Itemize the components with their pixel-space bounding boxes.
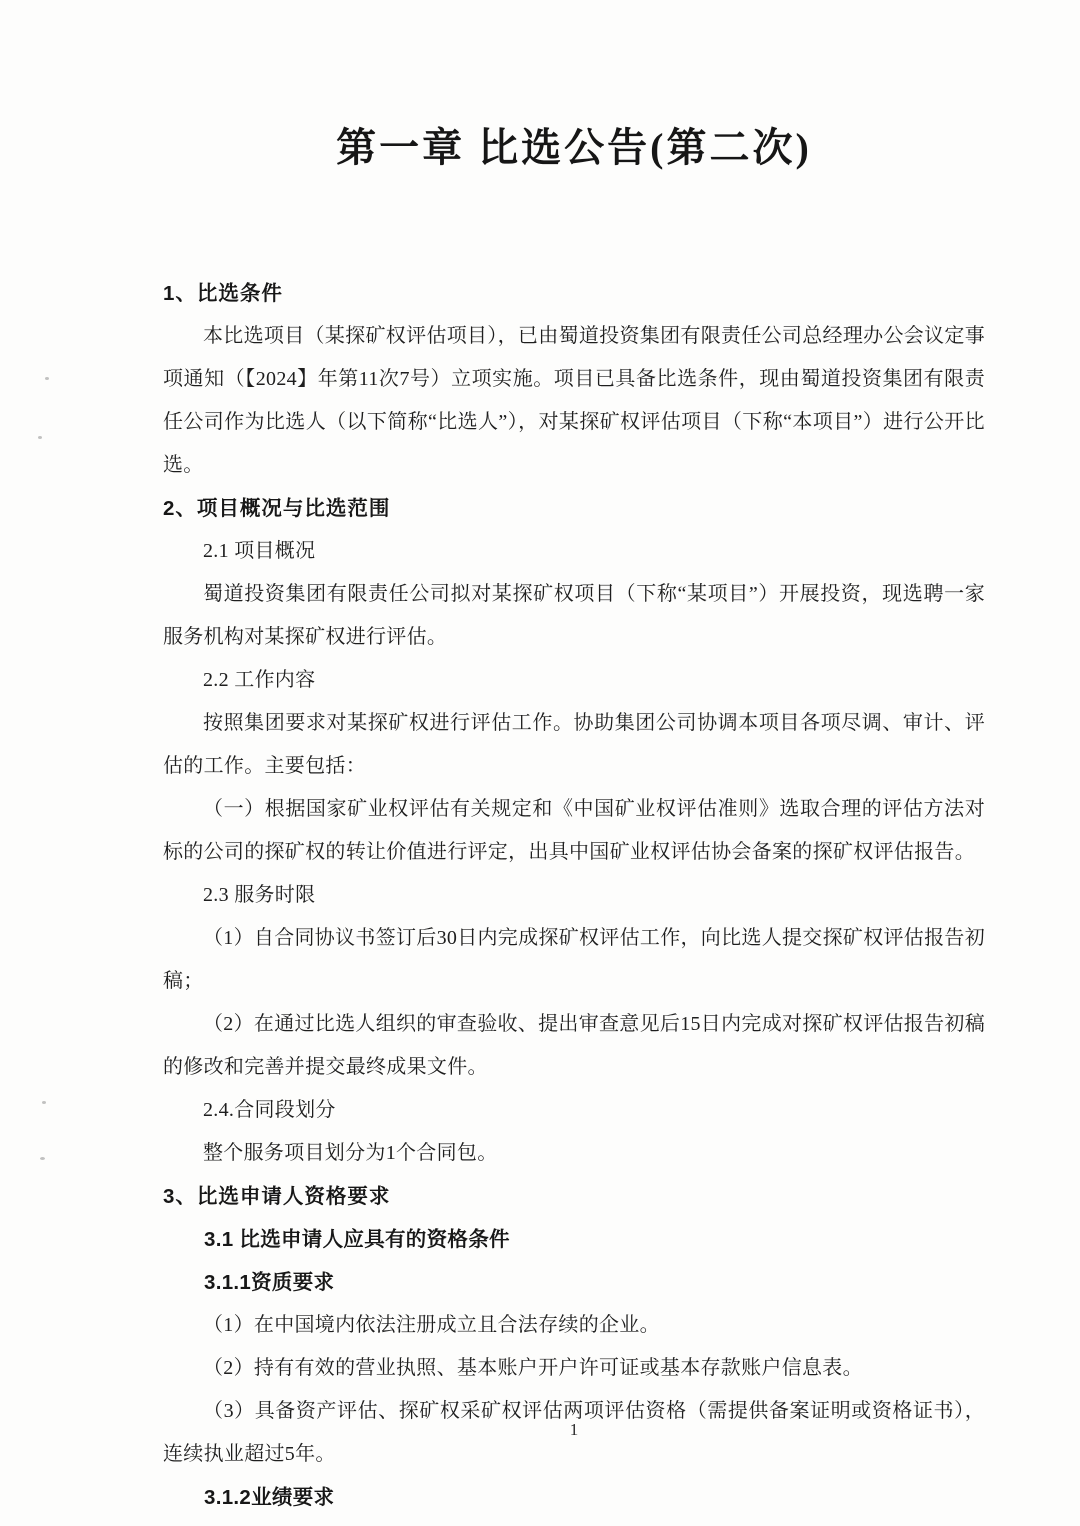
page-number: 1 [569, 1420, 579, 1439]
paragraph: （一）根据国家矿业权评估有关规定和《中国矿业权评估准则》选取合理的评估方法对标的公司的探矿权的转让价值进行评定，出具中国矿业权评估协会备案的探矿权评估报告。 [163, 798, 985, 863]
paragraph: 整个服务项目划分为1个合同包。 [203, 1142, 498, 1164]
subsection-heading-bold: 3.1 比选申请人应具有的资格条件 [204, 1228, 510, 1251]
paragraph: 按照集团要求对某探矿权进行评估工作。协助集团公司协调本项目各项尽调、审计、评估的工作。主要包括： [163, 712, 985, 777]
chapter-title: 第一章 比选公告(第二次) [336, 125, 812, 170]
section-heading: 1、比选条件 [163, 282, 283, 305]
paragraph: （1）自合同协议书签订后30日内完成探矿权评估工作，向比选人提交探矿权评估报告初稿； [163, 927, 985, 992]
paragraph: （3）具备资产评估、探矿权采矿权评估两项评估资格（需提供备案证明或资格证书），连续执业超过5年。 [163, 1400, 985, 1465]
document-body [163, 272, 985, 1519]
subsection-heading: 2.1 项目概况 [203, 540, 316, 562]
scan-artifact-dot [45, 377, 49, 380]
paragraph: （2）持有有效的营业执照、基本账户开户许可证或基本存款账户信息表。 [203, 1357, 863, 1379]
subsection-heading-bold: 3.1.2业绩要求 [204, 1486, 335, 1509]
subsection-heading: 2.2 工作内容 [203, 669, 316, 691]
document-content [163, 0, 985, 1519]
paragraph: 本比选项目（某探矿权评估项目），已由蜀道投资集团有限责任公司总经理办公会议定事项通知（【2024】年第11次7号）立项实施。项目已具备比选条件，现由蜀道投资集团有限责任公司作为比选人（以下简称“比选人”），对某探矿权评估项目（下称“本项目”）进行公开比选。 [163, 325, 985, 476]
paragraph: 蜀道投资集团有限责任公司拟对某探矿权项目（下称“某项目”）开展投资，现选聘一家服务机构对某探矿权进行评估。 [163, 583, 985, 648]
subsection-heading-bold: 3.1.1资质要求 [204, 1271, 335, 1294]
paragraph: （2）在通过比选人组织的审查验收、提出审查意见后15日内完成对探矿权评估报告初稿的修改和完善并提交最终成果文件。 [163, 1013, 985, 1078]
section-heading: 3、比选申请人资格要求 [163, 1185, 391, 1208]
section-heading: 2、项目概况与比选范围 [163, 497, 391, 520]
paragraph: （1）在中国境内依法注册成立且合法存续的企业。 [203, 1314, 660, 1336]
scan-artifact-dot [38, 436, 42, 439]
subsection-heading: 2.4.合同段划分 [203, 1099, 336, 1121]
scan-artifact-dot [40, 1157, 45, 1160]
scan-artifact-dot [42, 1101, 46, 1104]
subsection-heading: 2.3 服务时限 [203, 884, 316, 906]
